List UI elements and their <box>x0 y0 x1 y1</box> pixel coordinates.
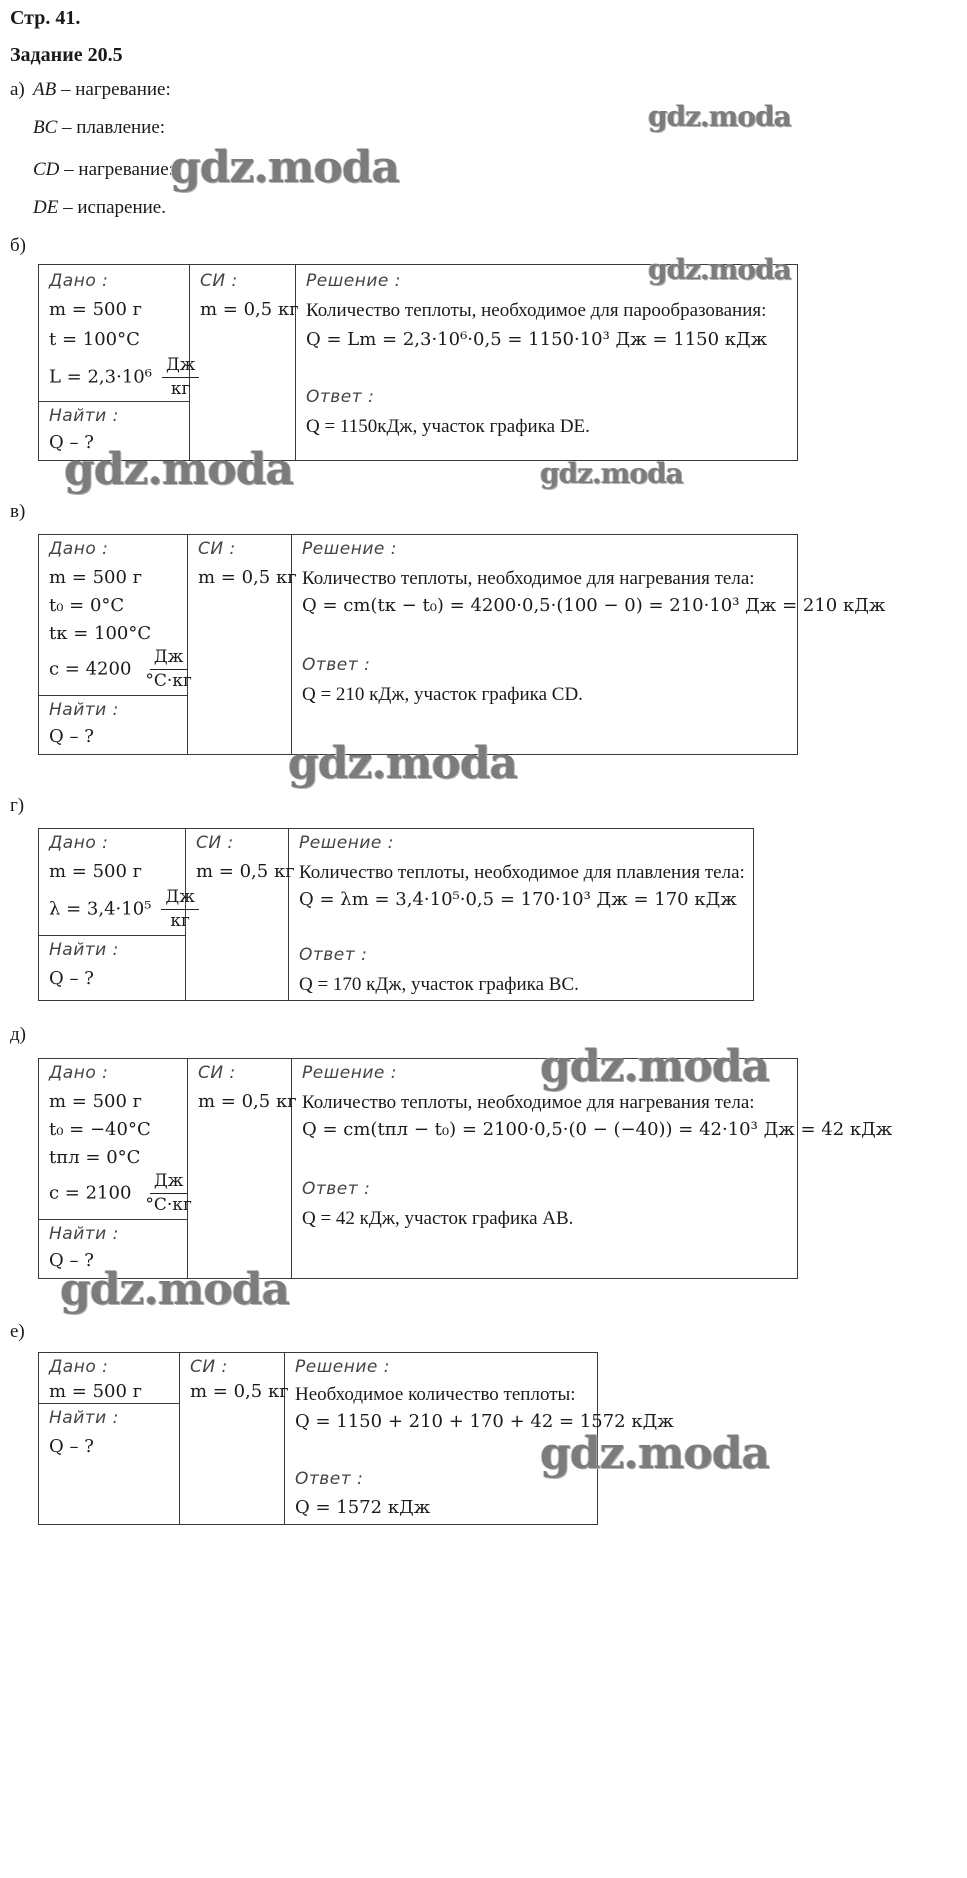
answer-label: Ответ : <box>306 387 375 407</box>
given-latent-heat: λ = 3,4·10⁵ $\frac{Дж}{кг}$ <box>49 889 199 930</box>
si-mass: m = 0,5 кг <box>200 299 299 320</box>
answer-text: Q = 1572 кДж <box>295 1497 431 1518</box>
given-label: Дано : <box>49 539 109 559</box>
given-cell <box>39 1059 192 1220</box>
si-label: СИ : <box>196 833 234 853</box>
given-label: Дано : <box>49 271 109 291</box>
find-label: Найти : <box>49 940 119 960</box>
given-cell <box>39 535 192 696</box>
watermark: gdz.moda <box>288 738 518 789</box>
find-q: Q – ? <box>49 968 94 989</box>
si-mass: m = 0,5 кг <box>198 1091 297 1112</box>
solution-text: Количество теплоты, необходимое для парообразования: <box>306 300 767 321</box>
find-label: Найти : <box>49 1224 119 1244</box>
part-d-letter: д) <box>10 1024 26 1045</box>
given-label: Дано : <box>49 833 109 853</box>
given-cell <box>39 829 195 936</box>
si-label: СИ : <box>198 1063 236 1083</box>
given-label: Дано : <box>49 1357 109 1377</box>
solution-formula: Q = cm(tпл − t₀) = 2100·0,5·(0 − (−40)) = 42·10³ Дж = 42 кДж <box>302 1119 893 1140</box>
find-q: Q – ? <box>49 1436 94 1457</box>
given-initial-temperature: t₀ = 0°C <box>49 595 125 616</box>
solution-formula: Q = cm(tк − t₀) = 4200·0,5·(100 − 0) = 210·10³ Дж = 210 кДж <box>302 595 886 616</box>
answer-text: Q = 170 кДж, участок графика BC. <box>299 974 579 995</box>
part-e-letter: е) <box>10 1321 25 1342</box>
solution-label: Решение : <box>306 271 401 291</box>
task-title: Задание 20.5 <box>10 44 123 66</box>
solution-label: Решение : <box>302 1063 397 1083</box>
solution-text: Количество теплоты, необходимое для плавления тела: <box>299 862 745 883</box>
watermark: gdz.moda <box>540 1041 770 1092</box>
given-melting-temperature: tпл = 0°C <box>49 1147 141 1168</box>
si-mass: m = 0,5 кг <box>198 567 297 588</box>
given-mass: m = 500 г <box>49 861 143 882</box>
part-v-letter: в) <box>10 501 26 522</box>
given-final-temperature: tк = 100°C <box>49 623 152 644</box>
given-label: Дано : <box>49 1063 109 1083</box>
watermark: gdz.moda <box>170 142 400 193</box>
si-mass: m = 0,5 кг <box>196 861 295 882</box>
solution-formula: Q = Lm = 2,3·10⁶·0,5 = 1150·10³ Дж = 1150 кДж <box>306 329 768 350</box>
si-cell <box>186 829 295 1001</box>
given-cell <box>39 265 196 402</box>
solution-table-b <box>38 264 798 461</box>
part-a-line-3: CD – нагревание: <box>33 159 174 180</box>
given-cell <box>39 1353 180 1404</box>
given-heat-capacity: c = 2100 $\frac{Дж}{^\circ C\cdot кг}$ <box>49 1171 192 1215</box>
solution-label: Решение : <box>302 539 397 559</box>
answer-label: Ответ : <box>302 1179 371 1199</box>
watermark: gdz.moda <box>60 1264 290 1315</box>
si-cell <box>188 1059 297 1279</box>
solution-text: Количество теплоты, необходимое для нагревания тела: <box>302 1092 755 1113</box>
part-a-letter: а) <box>10 79 25 100</box>
solution-text: Необходимое количество теплоты: <box>295 1384 576 1405</box>
given-heat-capacity: c = 4200 $\frac{Дж}{^\circ C\cdot кг}$ <box>49 647 192 691</box>
watermark: gdz.moda <box>540 457 683 490</box>
si-label: СИ : <box>200 271 238 291</box>
answer-label: Ответ : <box>302 655 371 675</box>
given-mass: m = 500 г <box>49 1381 143 1402</box>
find-label: Найти : <box>49 406 119 426</box>
si-mass: m = 0,5 кг <box>190 1381 289 1402</box>
solution-label: Решение : <box>295 1357 390 1377</box>
given-mass: m = 500 г <box>49 299 143 320</box>
given-mass: m = 500 г <box>49 1091 143 1112</box>
watermark: gdz.moda <box>540 1428 770 1479</box>
si-label: СИ : <box>190 1357 228 1377</box>
find-q: Q – ? <box>49 726 94 747</box>
find-label: Найти : <box>49 1408 119 1428</box>
answer-text: Q = 1150кДж, участок графика DE. <box>306 416 590 437</box>
part-a-line-1: AB – нагревание: <box>33 79 171 100</box>
si-cell <box>180 1353 289 1525</box>
find-cell <box>39 696 188 755</box>
si-cell <box>188 535 297 755</box>
solution-cell <box>292 535 886 755</box>
find-q: Q – ? <box>49 1250 94 1271</box>
watermark: gdz.moda <box>64 444 294 495</box>
find-cell <box>39 936 186 1001</box>
watermark: gdz.moda <box>648 100 791 133</box>
page-number: Стр. 41. <box>10 7 81 29</box>
given-mass: m = 500 г <box>49 567 143 588</box>
watermark: gdz.moda <box>648 253 791 286</box>
answer-label: Ответ : <box>299 945 368 965</box>
solution-table-v <box>38 534 886 755</box>
solution-cell <box>289 829 754 1001</box>
solution-formula: Q = λm = 3,4·10⁵·0,5 = 170·10³ Дж = 170 кДж <box>299 889 737 910</box>
solution-label: Решение : <box>299 833 394 853</box>
given-specific-heat: L = 2,3·10⁶ $\frac{Дж}{кг}$ <box>49 357 199 398</box>
part-g-letter: г) <box>10 795 25 816</box>
find-cell <box>39 1404 180 1525</box>
answer-text: Q = 42 кДж, участок графика AB. <box>302 1208 574 1229</box>
answer-text: Q = 210 кДж, участок графика CD. <box>302 684 583 705</box>
part-a-line-2: BC – плавление: <box>33 117 166 138</box>
solution-formula: Q = 1150 + 210 + 170 + 42 = 1572 кДж <box>295 1411 674 1432</box>
answer-label: Ответ : <box>295 1469 364 1489</box>
given-temperature: t = 100°C <box>49 329 140 350</box>
find-label: Найти : <box>49 700 119 720</box>
given-initial-temperature: t₀ = −40°C <box>49 1119 151 1140</box>
part-a-line-4: DE – испарение. <box>33 197 166 218</box>
solution-text: Количество теплоты, необходимое для нагревания тела: <box>302 568 755 589</box>
solution-table-g <box>38 828 754 1001</box>
si-cell <box>190 265 299 461</box>
find-q: Q – ? <box>49 432 94 453</box>
solution-cell <box>296 265 798 461</box>
part-b-letter: б) <box>10 235 26 256</box>
si-label: СИ : <box>198 539 236 559</box>
